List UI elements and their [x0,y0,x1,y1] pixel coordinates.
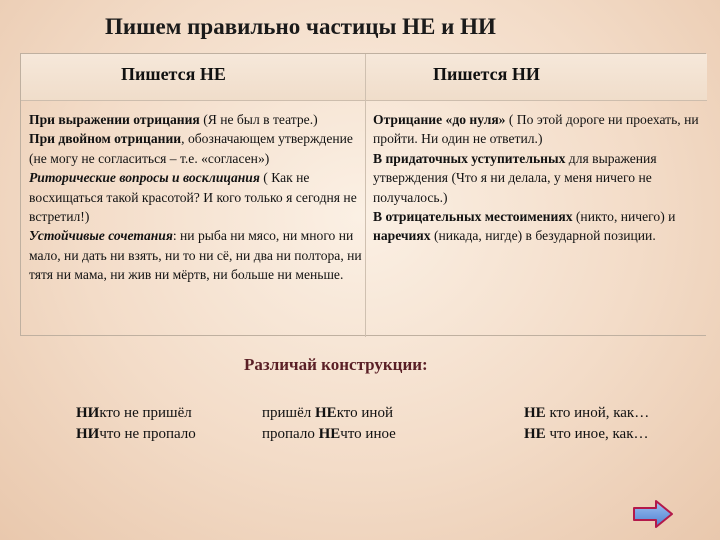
example-text: пропало [262,426,319,442]
examples-column-2 [262,403,396,445]
header-ne: Пишется НЕ [121,64,226,84]
rule-ni-1 [373,110,699,149]
example-row [262,424,396,445]
rule-ni-3-heading-2: наречиях [373,228,431,244]
example-particle: НЕ [315,405,337,421]
example-row [262,403,396,424]
column-ne [29,110,365,285]
rule-ne-1-heading: При выражении отрицания [29,112,200,127]
example-particle: НЕ [524,426,546,442]
example-text: что иное, как… [545,426,649,442]
example-text: что иное [340,426,396,442]
example-row [76,424,196,445]
example-particle: НИ [76,426,100,442]
rule-ni-2-text: для выражения утверждения (Что я ни делала, у меня ничего не получалось.) [373,150,657,205]
rule-ni-2 [373,149,699,207]
example-text: кто не пришёл [99,405,192,421]
column-divider [365,54,366,337]
rule-ne-3-heading: Риторические вопросы и восклицания [29,170,260,186]
rule-ne-2-heading: При двойном отрицании [29,131,182,147]
examples-column-3 [524,403,649,445]
example-particle: НИ [76,405,100,421]
rule-ne-4-text: : ни рыба ни мясо, ни много ни мало, ни дать ни взять, ни то ни сё, ни два ни полтора, ни тятя ни мама, ни жив ни мёртв, ни больше ни меньше. [29,228,362,283]
rule-ne-2 [29,129,365,168]
rule-ni-2-heading: В придаточных уступительных [373,150,566,166]
example-particle: НЕ [524,405,546,421]
distinguish-heading: Различай конструкции: [244,355,428,374]
example-row [76,403,196,424]
rules-table [20,53,706,336]
example-text: пришёл [262,405,315,421]
right-arrow-icon-svg [632,499,674,529]
right-arrow-icon[interactable] [632,499,674,529]
header-ni: Пишется НИ [433,64,540,84]
rule-ne-3 [29,168,365,226]
rule-ni-1-heading: Отрицание «до нуля» [373,112,506,127]
rule-ne-4 [29,226,365,284]
rule-ni-3-heading: В отрицательных местоимениях [373,209,573,225]
example-text: кто иной [336,405,393,421]
example-particle: НЕ [318,426,341,442]
rule-ni-3 [373,207,699,246]
example-row [524,403,649,424]
example-text: кто иной, как… [545,405,650,421]
example-text: что не пропало [99,426,196,442]
table-header-row [21,54,707,101]
example-row [524,424,649,445]
rule-ne-3-text: ( Как не восхищаться такой красотой? И кого только я сегодня не встретил!) [29,170,357,225]
rule-ne-1-text: (Я не был в театре.) [199,112,318,127]
slide-title: Пишем правильно частицы НЕ и НИ [105,14,496,39]
rule-ni-3-text: (никто, ничего) и [572,209,676,225]
column-ni [373,110,699,246]
rule-ne-4-heading: Устойчивые сочетания [29,228,173,244]
rule-ne-1 [29,110,365,129]
rule-ni-3-text-2: (никада, нигде) в безударной позиции. [430,228,656,244]
examples-column-1 [76,403,196,445]
rule-ni-1-text: ( По этой дороге ни проехать, ни пройти. Ни один не ответил.) [373,112,699,147]
rule-ne-2-text: , обозначающем утверждение (не могу не согласиться – т.е. «согласен») [29,131,353,166]
